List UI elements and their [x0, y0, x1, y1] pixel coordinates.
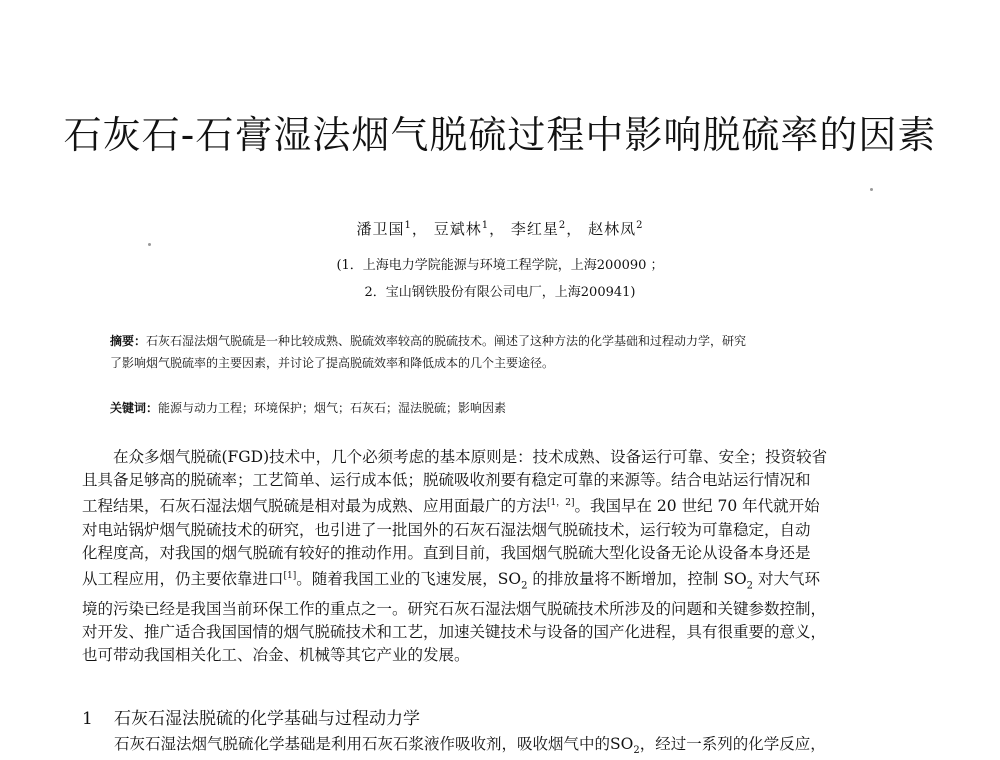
scan-speck	[870, 188, 873, 191]
paper-title: 石灰石-石膏湿法烟气脱硫过程中影响脱硫率的因素	[63, 113, 937, 157]
author-affiliation-mark: 2	[558, 220, 567, 231]
body-line: 对电站锅炉烟气脱硫技术的研究，也引进了一批国外的石灰石湿法烟气脱硫技术，运行较为可靠稳定，自动	[82, 520, 811, 539]
author-affiliation-mark: 2	[636, 220, 644, 231]
section-heading	[82, 704, 420, 729]
body-line: 且具备足够高的脱硫率；工艺简单、运行成本低；脱硫吸收剂要有稳定可靠的来源等。结合电站运行情况和	[82, 471, 811, 490]
affiliation-2: 2．宝山钢铁股份有限公司电厂，上海200941)	[364, 285, 636, 300]
keywords	[110, 397, 920, 419]
keywords-text: 能源与动力工程；环境保护；烟气；石灰石；湿法脱硫；影响因素	[158, 401, 507, 415]
author-affiliation-mark: 1	[404, 220, 412, 231]
section-number: 1	[82, 709, 93, 729]
body-line: 化程度高，对我国的烟气脱硫有较好的推动作用。直到目前，我国烟气脱硫大型化设备无论从设备本身还是	[82, 543, 811, 562]
abstract-text: 了影响烟气脱硫率的主要因素，并讨论了提高脱硫效率和降低成本的几个主要途径。	[110, 356, 555, 370]
section-title: 石灰石湿法脱硫的化学基础与过程动力学	[114, 709, 420, 729]
body-line: 从工程应用，仍主要依靠进口[1]。随着我国工业的飞速发展，$SO_2$ 的排放量将不断增加，控制 $SO_2$ 对大气环	[82, 570, 820, 592]
body-line: 对开发、推广适合我国国情的烟气脱硫技术和工艺，加速关键技术与设备的国产化进程，具有很重要的意义，	[82, 622, 827, 641]
author-name: 李红星	[510, 220, 559, 238]
intro-paragraph	[82, 446, 924, 667]
author-name: 赵林凤	[588, 220, 637, 238]
abstract	[110, 330, 920, 374]
body-line: 在众多烟气脱硫(FGD)技术中，几个必须考虑的基本原则是：技术成熟、设备运行可靠、安全；投资较省	[113, 448, 828, 466]
abstract-text: 石灰石湿法烟气脱硫是一种比较成熟、脱硫效率较高的脱硫技术。阐述了这种方法的化学基础和过程动力学，研究	[146, 334, 747, 348]
body-line: 也可带动我国相关化工、冶金、机械等其它产业的发展。	[82, 646, 470, 665]
scan-speck	[148, 243, 151, 246]
section-body-line: 石灰石湿法烟气脱硫化学基础是利用石灰石浆液作吸收剂，吸收烟气中的$SO_2$，经过一系列的化学反应，	[114, 735, 826, 757]
body-line: 境的污染已经是我国当前环保工作的重点之一。研究石灰石湿法烟气脱硫技术所涉及的问题和关键参数控制，	[82, 599, 827, 618]
affiliation-1: (1．上海电力学院能源与环境工程学院，上海200090 ；	[336, 258, 664, 273]
author-list: 潘卫国$^1$， 豆斌林$^1$， 李红星$^2$， 赵林凤$^2$	[356, 220, 644, 238]
citation: [1，2]	[547, 498, 575, 509]
author-affiliation-mark: 1	[481, 220, 490, 231]
keywords-label: 关键词：	[110, 401, 159, 415]
abstract-label: 摘要：	[110, 334, 147, 348]
author-name: 豆斌林	[433, 220, 482, 238]
body-line: 工程结果，石灰石湿法烟气脱硫是相对最为成熟、应用面最广的方法[1，2]。我国早在 20 世纪 70 年代就开始	[82, 497, 820, 516]
citation: [1]	[283, 571, 297, 582]
author-name: 潘卫国	[356, 220, 405, 238]
